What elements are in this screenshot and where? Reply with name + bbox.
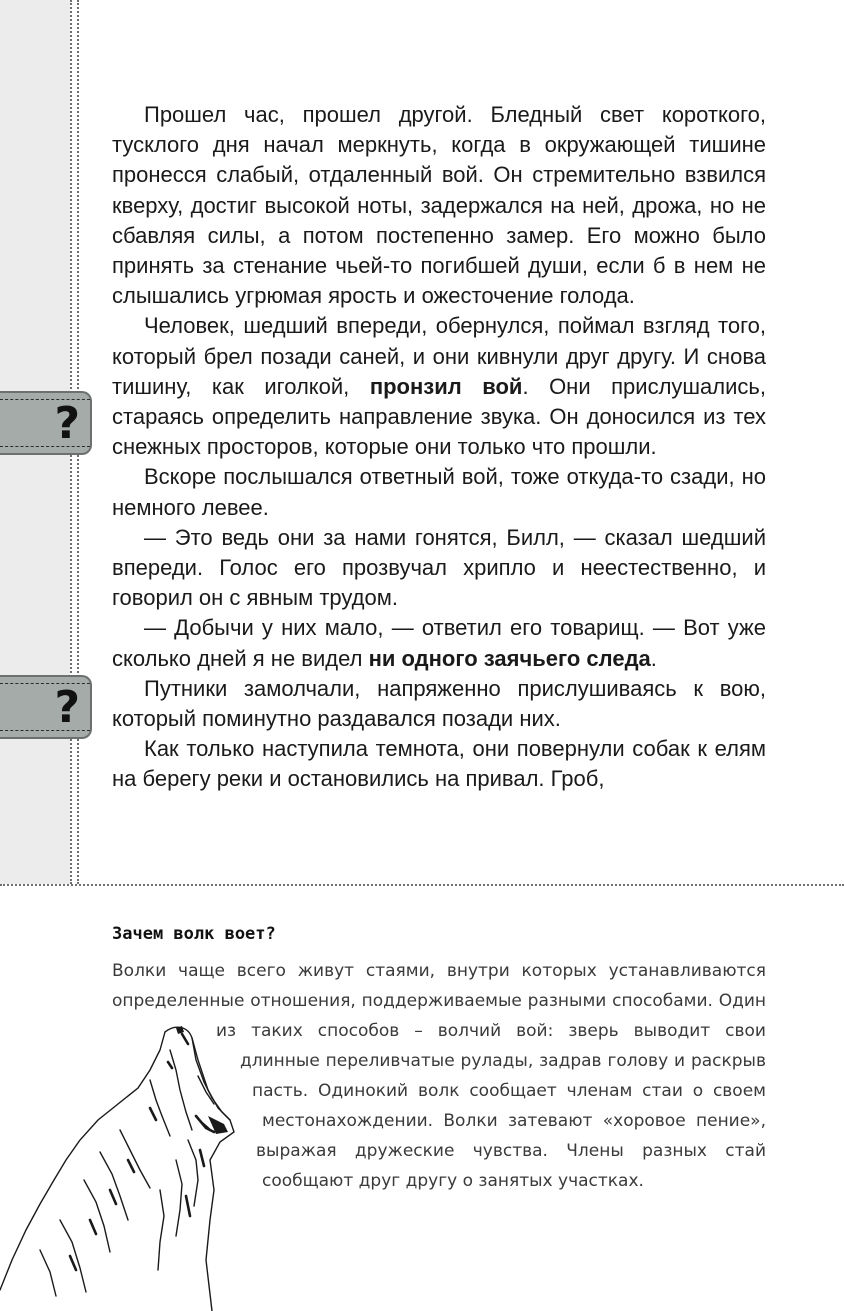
question-mark-icon: ? (54, 398, 80, 449)
paragraph-text: . (650, 645, 657, 671)
paragraph-text: Путники замолчали, напряженно прислушиваясь к вою, который поминутно раздавался позади них. (112, 675, 766, 732)
paragraph-text: . Они прислушались, стараясь определить направление звука. Он доносился из тех снежных просторов, которые они только что прошли. (112, 373, 766, 460)
paragraph-text: — Добычи у них мало, — ответил его товарищ. — Вот уже сколько дней я не видел (112, 615, 766, 671)
story-paragraph (112, 674, 766, 734)
sidebar-body: Волки чаще всего живут стаями, внутри которых устанавливаются определенные отношения, поддерживаемые разными способами. Один из таких способов – волчий вой: зверь выводит свои длинные переливчатые рулады, задрав голову и раскрыв пасть. Одинокий волк сообщает членам стаи о своем местонахождении. Волки затевают «хоровое пение», выражая дружеские чувства. Члены разных стай сообщают друг другу о занятых участках. (112, 961, 766, 1191)
section-divider (0, 884, 844, 886)
story-paragraph (112, 523, 766, 614)
paragraph-text: Человек, шедший впереди, обернулся, поймал взгляд того, который брел позади саней, и они кивнули друг другу. И снова тишину, как иголкой, (112, 313, 766, 399)
paragraph-text: Как только наступила темнота, они повернули собак к елям на берегу реки и остановились на привал. Гроб, (112, 736, 766, 792)
emphasis-phrase: ни одного заячьего следа (368, 645, 651, 671)
sidebar-title: Зачем волк воет? (112, 924, 276, 944)
question-mark-icon: ? (54, 682, 80, 733)
question-tab-2 (0, 675, 92, 739)
story-paragraph (112, 734, 766, 794)
howling-wolf-sketch-icon (0, 1020, 260, 1311)
emphasis-phrase: пронзил вой (369, 373, 523, 399)
story-paragraph (112, 613, 766, 673)
story-paragraph (112, 100, 766, 311)
story-paragraph (112, 462, 766, 522)
story-paragraph (112, 311, 766, 462)
story-text (112, 100, 766, 795)
question-tab-1 (0, 391, 92, 455)
paragraph-text: Прошел час, прошел другой. Бледный свет короткого, тусклого дня начал меркнуть, когда в окружающей тишине пронесся слабый, отдаленный вой. Он стремительно взвился кверху, достиг высокой ноты, задержался на ней, дрожа, но не сбавляя силы, а потом постепенно замер. Его можно было принять за стенание чьей-то погибшей души, если б в нем не слышались угрюмая ярость и ожесточение голода. (112, 102, 766, 309)
paragraph-text: Вскоре послышался ответный вой, тоже откуда-то сзади, но немного левее. (112, 464, 766, 520)
paragraph-text: — Это ведь они за нами гонятся, Билл, — сказал шедший впереди. Голос его прозвучал хрипло и неестественно, и говорил он с явным трудом. (112, 524, 766, 611)
